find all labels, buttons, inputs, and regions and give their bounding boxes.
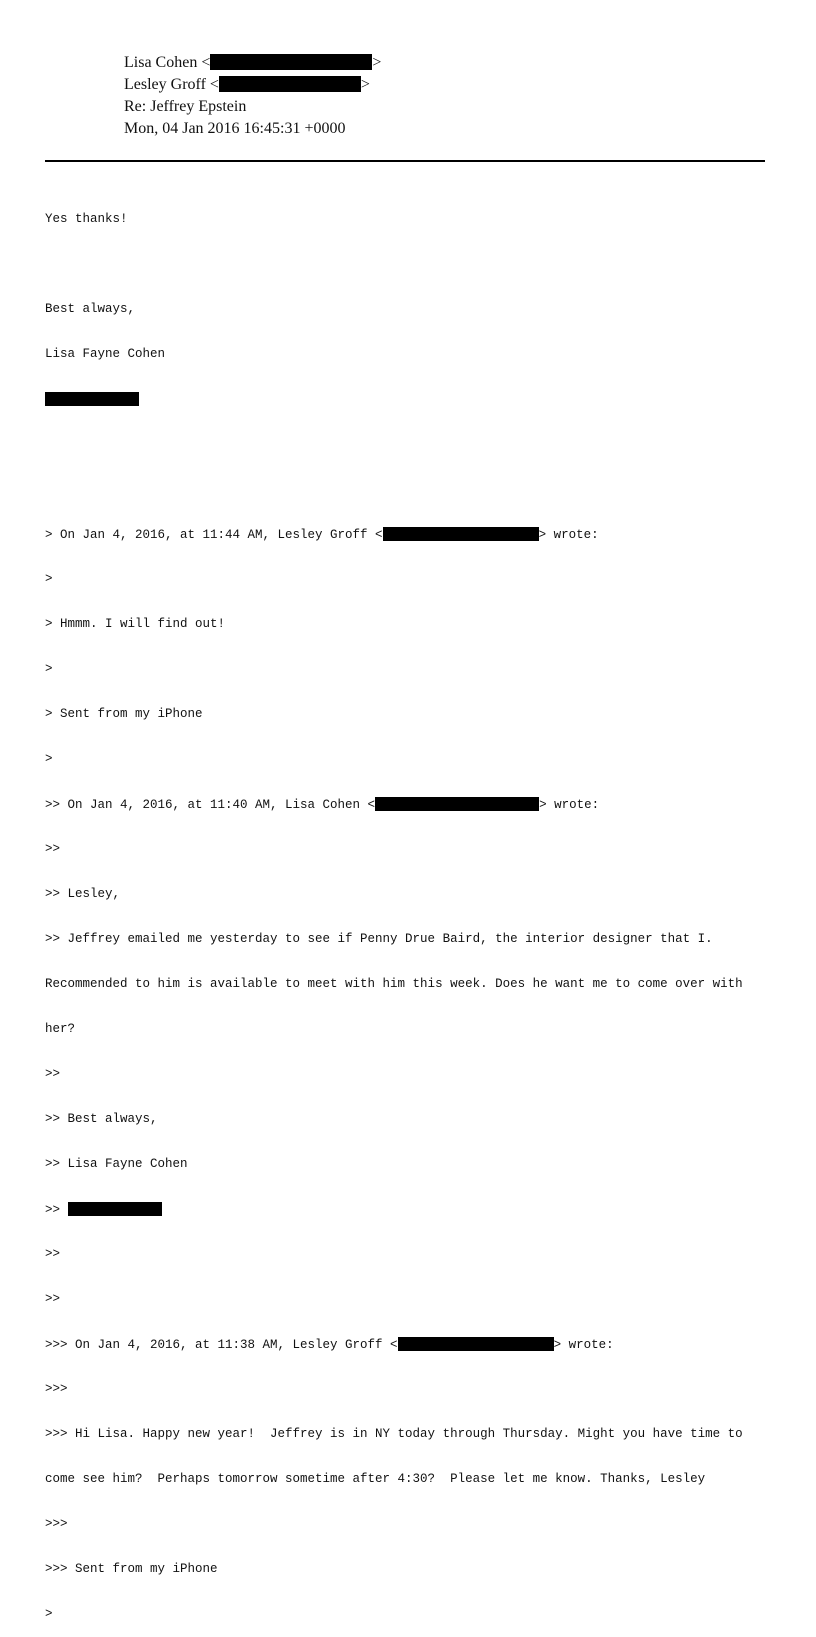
blank-line xyxy=(45,482,775,497)
header-divider xyxy=(45,160,765,162)
redacted-line xyxy=(45,392,775,407)
quote-text: >> On Jan 4, 2016, at 11:40 AM, Lisa Cohen < xyxy=(45,798,376,812)
quote-text: >>> On Jan 4, 2016, at 11:38 AM, Lesley Groff < xyxy=(45,1338,398,1352)
quote-line xyxy=(45,527,775,542)
redacted-block xyxy=(219,76,361,92)
email-body xyxy=(45,182,775,1637)
quote-line: >>> Hi Lisa. Happy new year! Jeffrey is in NY today through Thursday. Might you have time to xyxy=(45,1427,743,1441)
redacted-block xyxy=(68,1202,162,1216)
quote-line xyxy=(45,797,775,812)
quote-line: > Sent from my iPhone xyxy=(45,707,203,721)
quote-line: her? xyxy=(45,1022,76,1036)
quote-line: >>> xyxy=(45,1517,68,1531)
from-close: > xyxy=(372,54,382,71)
redacted-block xyxy=(375,797,539,811)
quote-text: >> xyxy=(45,1203,68,1217)
from-value xyxy=(124,52,381,74)
quote-line: Recommended to him is available to meet with him this week. Does he want me to come over with xyxy=(45,977,743,991)
redacted-block xyxy=(45,392,139,406)
blank-line xyxy=(45,437,775,452)
to-value xyxy=(124,74,370,96)
quote-line: >> xyxy=(45,842,61,856)
to-close: > xyxy=(360,76,370,93)
quote-line: >> Lesley, xyxy=(45,887,121,901)
redacted-block xyxy=(383,527,539,541)
quote-line: > xyxy=(45,1607,53,1621)
subject-value: Re: Jeffrey Epstein xyxy=(124,98,247,115)
quote-line: >> xyxy=(45,1247,61,1261)
quote-line: > xyxy=(45,662,53,676)
body-line: Best always, xyxy=(45,302,136,316)
quote-line: >> Jeffrey emailed me yesterday to see if Penny Drue Baird, the interior designer that I. xyxy=(45,932,713,946)
quote-line xyxy=(45,1337,775,1352)
quote-line: >> xyxy=(45,1067,61,1081)
quote-line: > xyxy=(45,572,53,586)
quote-text: > wrote: xyxy=(538,528,599,542)
blank-line xyxy=(45,257,775,272)
quote-text: > wrote: xyxy=(539,798,600,812)
from-name: Lisa Cohen < xyxy=(124,54,211,71)
quote-text: > wrote: xyxy=(553,1338,614,1352)
body-line: Lisa Fayne Cohen xyxy=(45,347,166,361)
redacted-block xyxy=(398,1337,554,1351)
redacted-block xyxy=(210,54,372,70)
quote-text: > On Jan 4, 2016, at 11:44 AM, Lesley Groff < xyxy=(45,528,383,542)
quote-line xyxy=(45,1202,775,1217)
quote-line: >> xyxy=(45,1292,61,1306)
to-name: Lesley Groff < xyxy=(124,76,219,93)
body-line: Yes thanks! xyxy=(45,212,128,226)
quote-line: >>> xyxy=(45,1382,68,1396)
quote-line: > xyxy=(45,752,53,766)
quote-line: >> Lisa Fayne Cohen xyxy=(45,1157,188,1171)
quote-line: >> Best always, xyxy=(45,1112,158,1126)
quote-line: come see him? Perhaps tomorrow sometime after 4:30? Please let me know. Thanks, Lesley xyxy=(45,1472,706,1486)
quote-line: > Hmmm. I will find out! xyxy=(45,617,226,631)
quote-line: >>> Sent from my iPhone xyxy=(45,1562,218,1576)
date-value: Mon, 04 Jan 2016 16:45:31 +0000 xyxy=(124,120,346,137)
